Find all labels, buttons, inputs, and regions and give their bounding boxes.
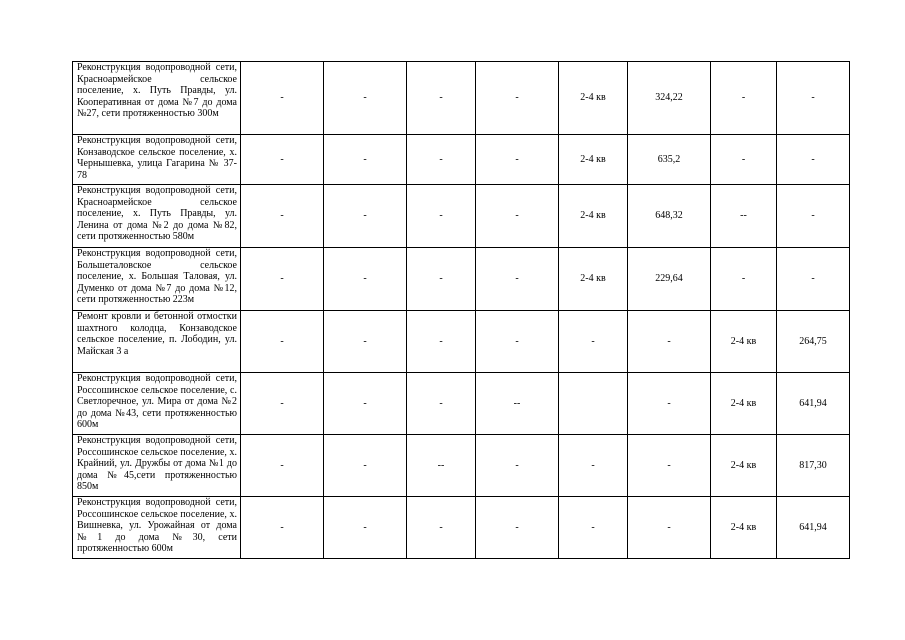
table-cell: - [628,497,711,559]
table-row [73,62,850,135]
table-cell: 2-4 кв [711,373,777,435]
table-cell: 2-4 кв [559,185,628,248]
table-cell: - [777,135,850,185]
table-row [73,373,850,435]
table-cell: - [777,62,850,135]
table-cell: 641,94 [777,373,850,435]
table-cell: - [559,435,628,497]
table-cell: - [711,248,777,311]
table-cell: 635,2 [628,135,711,185]
work-description-cell: Реконструкция водопроводной сети, Конзаводское сельское поселение, х. Чернышевка, улица Гагарина № 37-78 [73,135,241,185]
work-description-cell: Ремонт кровли и бетонной отмостки шахтного колодца, Конзаводское сельское поселение, п. Лободин, ул. Майская 3 а [73,311,241,373]
table-cell: -- [711,185,777,248]
table-cell: 229,64 [628,248,711,311]
table-cell: - [241,497,324,559]
table-cell: - [476,311,559,373]
table-cell: 324,22 [628,62,711,135]
table-body [73,62,850,559]
table-cell: 2-4 кв [559,248,628,311]
table-row [73,311,850,373]
table-cell: - [324,373,407,435]
table-cell: - [241,185,324,248]
table-cell: - [241,248,324,311]
table-cell: - [628,435,711,497]
table-cell: - [407,62,476,135]
table-cell: - [407,497,476,559]
table-cell: - [324,62,407,135]
table-row [73,435,850,497]
work-description-cell: Реконструкция водопроводной сети, Большеталовское сельское поселение, х. Большая Таловая, ул. Думенко от дома №7 до дома №12, сети протяженностью 223м [73,248,241,311]
table-cell: -- [407,435,476,497]
table-cell: - [324,135,407,185]
table-cell: - [559,311,628,373]
table-cell: 2-4 кв [711,435,777,497]
table-cell: 2-4 кв [559,135,628,185]
table-cell: - [324,185,407,248]
table-cell [559,373,628,435]
table-cell: - [777,248,850,311]
table-cell: - [407,311,476,373]
table-cell: - [324,248,407,311]
table-cell: 641,94 [777,497,850,559]
table-cell: 264,75 [777,311,850,373]
work-description-cell: Реконструкция водопроводной сети, Красноармейское сельское поселение, х. Путь Правды, ул. Ленина от дома №2 до дома №82, сети протяженностью 580м [73,185,241,248]
table-cell: 817,30 [777,435,850,497]
table-row [73,248,850,311]
table-cell: - [324,435,407,497]
table-cell: - [241,135,324,185]
table-cell: - [476,248,559,311]
table-cell: -- [476,373,559,435]
table-cell: - [476,435,559,497]
table-cell: - [407,135,476,185]
table-cell: - [324,311,407,373]
table-row [73,497,850,559]
table-cell: - [711,62,777,135]
work-description-cell: Реконструкция водопроводной сети, Красноармейское сельское поселение, х. Путь Правды, ул. Кооперативная от дома №7 до дома №27, сети протяженностью 300м [73,62,241,135]
table-row [73,185,850,248]
table-cell: - [241,373,324,435]
table-cell: - [324,497,407,559]
table-cell: 2-4 кв [711,497,777,559]
work-description-cell: Реконструкция водопроводной сети, Россошинское сельское поселение, х. Вишневка, ул. Урожайная от дома №1 до дома №30, сети протяженностью 600м [73,497,241,559]
table-cell: - [407,373,476,435]
table-cell: - [476,497,559,559]
table-cell: - [241,435,324,497]
table-cell: 648,32 [628,185,711,248]
table-cell: - [407,185,476,248]
table-cell: - [476,62,559,135]
table-cell: - [407,248,476,311]
table-cell: - [628,311,711,373]
table-cell: - [777,185,850,248]
table-cell: - [628,373,711,435]
works-table [72,61,850,559]
table-cell: 2-4 кв [559,62,628,135]
table-cell: - [241,311,324,373]
table-cell: - [559,497,628,559]
work-description-cell: Реконструкция водопроводной сети, Россошинское сельское поселение, х. Крайний, ул. Дружбы от дома №1 до дома №45,сети протяженностью 850м [73,435,241,497]
work-description-cell: Реконструкция водопроводной сети, Россошинское сельское поселение, с. Светлоречное, ул. Мира от дома №2 до дома №43, сети протяженностью 600м [73,373,241,435]
table-row [73,135,850,185]
table-cell: - [241,62,324,135]
table-cell: - [711,135,777,185]
table-cell: 2-4 кв [711,311,777,373]
table-cell: - [476,135,559,185]
table-cell: - [476,185,559,248]
